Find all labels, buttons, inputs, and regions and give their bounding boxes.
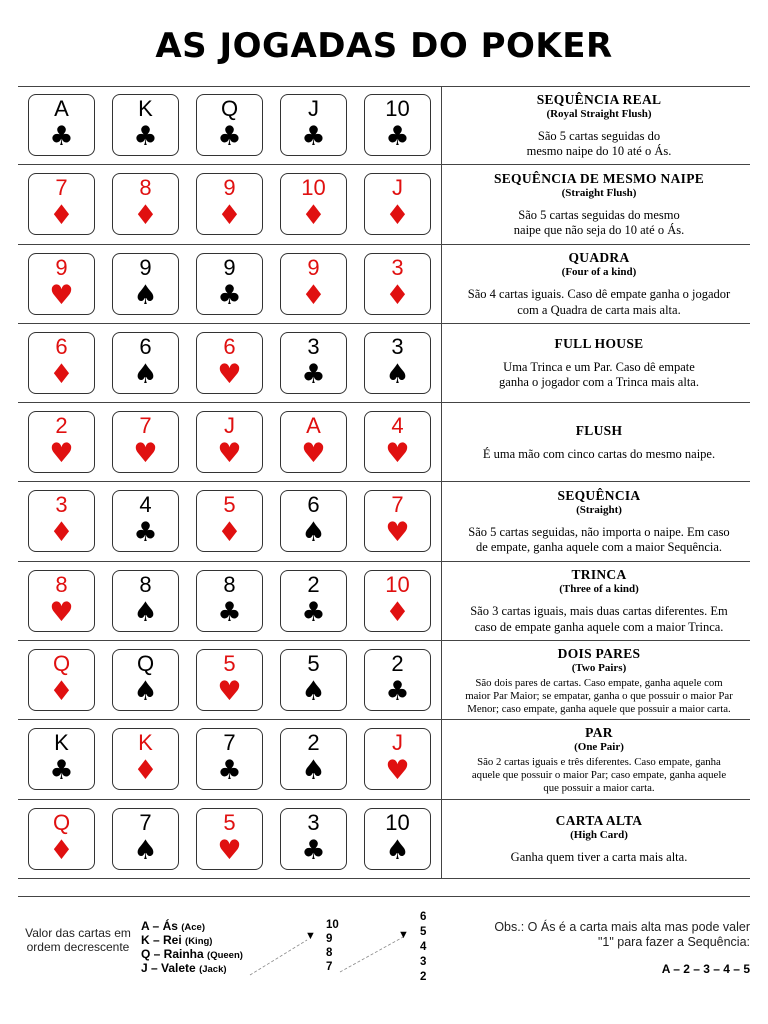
card-rank: 9: [223, 175, 236, 201]
card-rank: Q: [52, 651, 71, 677]
playing-card: [280, 808, 347, 870]
card-rank: 9: [307, 254, 320, 280]
playing-card: [364, 94, 431, 156]
card-rank: J: [308, 96, 319, 121]
card-value-ace-en: (Ace): [181, 922, 206, 933]
playing-card: [112, 649, 179, 711]
hand-name: CARTA ALTA: [555, 812, 643, 828]
ace-low-sequence: A – 2 – 3 – 4 – 5: [661, 962, 750, 976]
playing-card: [364, 253, 431, 315]
suit-icon: ♣: [133, 517, 158, 549]
hand-row: [18, 86, 750, 165]
suit-icon: ♦: [49, 676, 74, 708]
card-rank: 9: [139, 254, 152, 280]
suit-icon: ♣: [217, 121, 242, 152]
hand-name: QUADRA: [568, 250, 630, 266]
playing-card: [196, 728, 263, 790]
playing-card: [280, 728, 347, 790]
value-number: 5: [420, 926, 427, 938]
playing-card: [28, 173, 95, 235]
arrow-down-icon: ▼: [305, 930, 316, 942]
card-value-jack: [141, 961, 227, 977]
card-rank: 3: [307, 809, 320, 835]
card-rank: 2: [307, 571, 320, 597]
hand-subtitle: (Straight): [576, 503, 622, 516]
hand-description-block: [448, 482, 750, 561]
hand-row: [18, 324, 750, 403]
card-rank: J: [392, 175, 403, 201]
hand-name: DOIS PARES: [557, 645, 641, 661]
suit-icon: ♦: [49, 200, 74, 232]
card-rank: 6: [55, 333, 68, 359]
hand-row: [18, 641, 750, 720]
suit-icon: ♥: [133, 438, 158, 470]
card-rank: 7: [391, 492, 404, 518]
suit-icon: ♣: [217, 755, 242, 787]
card-rank: 2: [55, 413, 68, 439]
hand-description: São 5 cartas seguidas do mesmo naipe do 10 até o Ás.: [526, 128, 672, 158]
playing-card: [364, 490, 431, 552]
playing-card: [112, 490, 179, 552]
suit-icon: ♥: [385, 517, 410, 549]
hand-row: [18, 165, 750, 244]
playing-card: [196, 94, 263, 156]
hand-description: São 5 cartas seguidas, não importa o naipe. Em caso de empate, ganha aquele com a maior Sequência.: [468, 524, 730, 555]
card-rank: 8: [139, 571, 152, 597]
suit-icon: ♦: [385, 596, 410, 628]
suit-icon: ♥: [385, 755, 410, 787]
hand-row: [18, 403, 750, 482]
hand-row: [18, 482, 750, 561]
playing-card: [28, 728, 95, 790]
hand-name: PAR: [585, 724, 613, 740]
suit-icon: ♥: [385, 438, 410, 470]
suit-icon: ♥: [49, 438, 74, 470]
playing-card: [364, 808, 431, 870]
playing-card: [28, 570, 95, 632]
hand-name: SEQUÊNCIA: [557, 487, 641, 503]
playing-card: [112, 808, 179, 870]
suit-icon: ♠: [133, 676, 158, 708]
playing-card: [196, 649, 263, 711]
hand-subtitle: (Straight Flush): [561, 186, 637, 199]
hand-description: São 2 cartas iguais e três diferentes. Caso empate, ganha aquele que possuir o maior Par; caso empate, ganha aquele que possuir a maior carta.: [471, 755, 727, 794]
hand-description: Uma Trinca e um Par. Caso dê empate ganha o jogador com a Trinca mais alta.: [499, 359, 699, 390]
hand-row: [18, 720, 750, 799]
card-rank: Q: [136, 651, 155, 677]
value-number: 2: [420, 971, 427, 983]
hand-subtitle: (One Pair): [574, 740, 624, 753]
playing-card: [112, 94, 179, 156]
playing-card: [280, 94, 347, 156]
ace-note: Obs.: O Ás é a carta mais alta mas pode valer "1" para fazer a Sequência:: [494, 920, 750, 949]
card-rank: 4: [391, 413, 404, 439]
card-rank: 8: [223, 571, 236, 597]
playing-card: [28, 490, 95, 552]
playing-card: [280, 649, 347, 711]
card-rank: K: [54, 730, 69, 756]
suit-icon: ♦: [385, 200, 410, 232]
hand-name: TRINCA: [571, 567, 627, 583]
playing-card: [112, 332, 179, 394]
playing-card: [28, 649, 95, 711]
playing-card: [280, 253, 347, 315]
page-title: AS JOGADAS DO POKER: [155, 26, 613, 66]
playing-card: [364, 411, 431, 473]
suit-icon: ♠: [301, 517, 326, 549]
playing-card: [112, 570, 179, 632]
playing-card: [280, 570, 347, 632]
suit-icon: ♦: [49, 517, 74, 549]
card-rank: A: [54, 96, 69, 121]
playing-card: [196, 173, 263, 235]
hand-description-block: [448, 245, 750, 324]
hand-description-block: [448, 165, 750, 244]
hand-description-block: [448, 562, 750, 641]
value-number: 6: [420, 911, 427, 923]
hand-description: São 4 cartas iguais. Caso dê empate ganha o jogador com a Quadra de carta mais alta.: [467, 287, 731, 317]
playing-card: [28, 808, 95, 870]
suit-icon: ♥: [49, 279, 74, 311]
card-rank: 7: [139, 809, 152, 835]
playing-card: [28, 94, 95, 156]
playing-card: [28, 332, 95, 394]
suit-icon: ♠: [133, 358, 158, 390]
card-rank: 3: [55, 492, 68, 518]
hand-name: FULL HOUSE: [554, 335, 644, 351]
hand-subtitle: (High Card): [570, 828, 628, 841]
suit-icon: ♣: [49, 755, 74, 787]
hand-name: SEQUÊNCIA REAL: [536, 91, 662, 107]
suit-icon: ♦: [301, 200, 326, 232]
card-rank: 10: [301, 175, 326, 201]
card-value-queen-en: (Queen): [207, 950, 243, 961]
card-rank: 8: [55, 571, 68, 597]
suit-icon: ♣: [133, 121, 158, 152]
card-rank: Q: [52, 809, 71, 835]
card-rank: 6: [139, 333, 152, 359]
suit-icon: ♠: [133, 596, 158, 628]
value-number: 7: [326, 961, 333, 973]
suit-icon: ♣: [301, 358, 326, 390]
value-number: 4: [420, 941, 427, 953]
card-rank: 9: [223, 254, 236, 280]
playing-card: [112, 411, 179, 473]
value-number: 8: [326, 947, 333, 959]
playing-card: [280, 332, 347, 394]
suit-icon: ♣: [301, 834, 326, 866]
suit-icon: ♦: [217, 517, 242, 549]
card-rank: 2: [391, 651, 404, 677]
card-rank: J: [224, 413, 235, 439]
card-rank: Q: [220, 96, 239, 121]
card-rank: 10: [385, 96, 410, 121]
hand-description-block: [448, 720, 750, 799]
hand-description-block: [448, 86, 750, 165]
playing-card: [280, 173, 347, 235]
hand-subtitle: (Two Pairs): [571, 661, 627, 674]
card-rank: 7: [55, 175, 68, 201]
hand-name: SEQUÊNCIA DE MESMO NAIPE: [493, 170, 705, 186]
suit-icon: ♥: [217, 438, 242, 470]
card-value-king-main: K – Rei: [141, 933, 182, 947]
card-value-label: Valor das cartas em ordem decrescente: [25, 926, 131, 954]
playing-card: [196, 808, 263, 870]
hand-row: [18, 245, 750, 324]
card-value-jack-main: J – Valete: [141, 961, 196, 975]
card-rank: 5: [223, 492, 236, 518]
suit-icon: ♥: [301, 438, 326, 470]
hand-description: São dois pares de cartas. Caso empate, ganha aquele com maior Par Maior; se empatar, ganha o que possuir o maior Par Menor; caso empate, ganha aquele que possuir a maior carta.: [465, 676, 733, 715]
card-rank: 4: [139, 492, 152, 518]
card-rank: 10: [385, 809, 410, 835]
card-rank: 5: [223, 809, 236, 835]
card-rank: 6: [307, 492, 320, 518]
card-rank: K: [138, 96, 153, 121]
card-rank: K: [138, 730, 153, 756]
playing-card: [28, 253, 95, 315]
suit-icon: ♦: [385, 279, 410, 311]
playing-card: [112, 173, 179, 235]
card-rank: 3: [307, 333, 320, 359]
card-value-king-en: (King): [185, 936, 213, 947]
hand-description: Ganha quem tiver a carta mais alta.: [510, 849, 688, 864]
hand-subtitle: (Four of a kind): [561, 266, 637, 279]
suit-icon: ♠: [301, 676, 326, 708]
card-rank: 6: [223, 333, 236, 359]
suit-icon: ♣: [385, 121, 410, 152]
hand-description: São 5 cartas seguidas do mesmo naipe que não seja do 10 até o Ás.: [513, 207, 685, 238]
playing-card: [112, 728, 179, 790]
hand-description-block: [448, 403, 750, 482]
hand-row: [18, 562, 750, 641]
hand-list: [18, 86, 750, 879]
suit-icon: ♥: [217, 358, 242, 390]
suit-icon: ♣: [385, 676, 410, 708]
card-rank: 2: [307, 730, 320, 756]
arrow-down-icon: ▼: [398, 929, 409, 941]
suit-icon: ♦: [133, 755, 158, 787]
value-number: 3: [420, 956, 427, 968]
playing-card: [196, 332, 263, 394]
card-rank: J: [392, 730, 403, 756]
suit-icon: ♣: [217, 279, 242, 311]
suit-icon: ♥: [49, 596, 74, 628]
card-value-ace-main: A – Ás: [141, 919, 178, 933]
suit-icon: ♦: [49, 834, 74, 866]
playing-card: [364, 332, 431, 394]
value-number: 9: [326, 933, 333, 945]
card-rank: 3: [391, 254, 404, 280]
suit-icon: ♣: [49, 121, 74, 152]
playing-card: [112, 253, 179, 315]
playing-card: [196, 490, 263, 552]
hand-row: [18, 800, 750, 879]
hand-description: É uma mão com cinco cartas do mesmo naipe.: [482, 446, 716, 461]
playing-card: [364, 173, 431, 235]
suit-icon: ♦: [49, 358, 74, 390]
suit-icon: ♥: [217, 834, 242, 866]
hand-subtitle: (Royal Straight Flush): [546, 107, 652, 120]
suit-icon: ♠: [133, 834, 158, 866]
hand-name: FLUSH: [575, 422, 623, 438]
hand-description-block: [448, 324, 750, 403]
playing-card: [364, 649, 431, 711]
card-rank: A: [306, 413, 321, 439]
hand-description-block: [448, 800, 750, 879]
suit-icon: ♦: [133, 200, 158, 232]
hand-subtitle: (Three of a kind): [559, 583, 639, 596]
card-rank: 5: [307, 651, 320, 677]
playing-card: [28, 411, 95, 473]
suit-icon: ♠: [301, 755, 326, 787]
card-rank: 5: [223, 651, 236, 677]
playing-card: [364, 728, 431, 790]
suit-icon: ♣: [217, 596, 242, 628]
suit-icon: ♠: [133, 279, 158, 311]
suit-icon: ♠: [385, 358, 410, 390]
card-rank: 9: [55, 254, 68, 280]
suit-icon: ♠: [385, 834, 410, 866]
hand-description-block: [448, 641, 750, 720]
card-value-jack-en: (Jack): [199, 964, 227, 975]
suit-icon: ♦: [301, 279, 326, 311]
card-rank: 3: [391, 333, 404, 359]
card-rank: 7: [223, 730, 236, 756]
suit-icon: ♣: [301, 596, 326, 628]
playing-card: [280, 490, 347, 552]
playing-card: [280, 411, 347, 473]
card-rank: 7: [139, 413, 152, 439]
suit-icon: ♦: [217, 200, 242, 232]
playing-card: [196, 411, 263, 473]
playing-card: [196, 570, 263, 632]
card-value-queen-main: Q – Rainha: [141, 947, 204, 961]
suit-icon: ♥: [217, 676, 242, 708]
card-rank: 8: [139, 175, 152, 201]
card-rank: 10: [385, 571, 410, 597]
bottom-divider: [18, 896, 750, 897]
value-number: 10: [326, 919, 339, 931]
hand-description: São 3 cartas iguais, mais duas cartas diferentes. Em caso de empate ganha aquele com a maior Trinca.: [470, 604, 728, 634]
suit-icon: ♣: [301, 121, 326, 152]
playing-card: [364, 570, 431, 632]
playing-card: [196, 253, 263, 315]
